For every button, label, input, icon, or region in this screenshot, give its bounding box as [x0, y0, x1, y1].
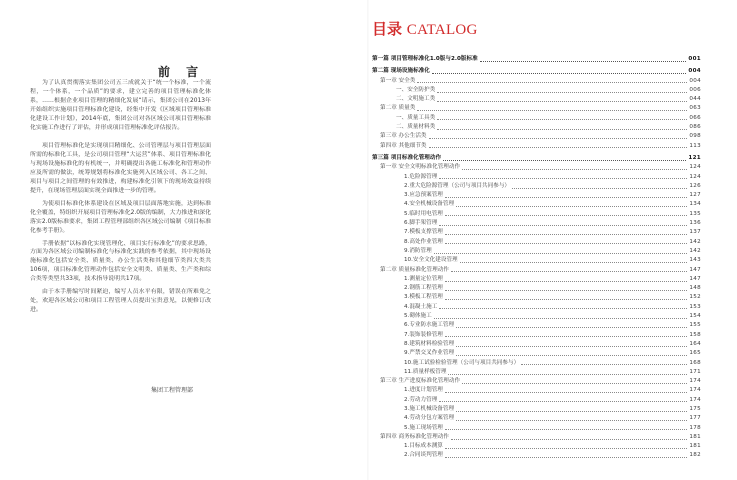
toc-dot-leader	[417, 82, 687, 83]
toc-entry	[372, 132, 701, 141]
preface-paragraph: 为使项目标准化体系建设在区域及项目层面落地实施，达到标准化全覆盖，特组织开展项目管理标准化2.0版的编制，大力推进和深化落实2.0版标准要求，集团工程管理部组织各区域公司编制《项目标准化参考手册》。	[30, 200, 211, 234]
toc-dot-leader	[434, 253, 688, 254]
toc-entry	[372, 154, 701, 163]
toc-entry	[372, 359, 701, 368]
toc-entry-title: 第一章 安全文明标准化管理动作	[380, 164, 461, 171]
toc-entry	[372, 238, 701, 247]
toc-entry-title: 3.施工机械设备管理	[404, 405, 455, 412]
toc-entry-title: 10.安全文化建设管理	[404, 257, 458, 264]
toc-dot-leader	[456, 420, 687, 421]
preface-paragraph: 由于本手册编写时间紧迫，编写人员水平有限，错误在所难免之处，欢迎各区域公司和项目工程管理人员提出宝贵意见，以便修订改进。	[30, 289, 211, 313]
toc-entry-page: 124	[689, 173, 701, 180]
toc-entry-page: 001	[688, 56, 701, 62]
toc-entry	[372, 349, 701, 358]
toc-entry	[372, 442, 701, 451]
toc-entry-title: 2.劳动力管理	[404, 396, 438, 403]
toc-dot-leader	[445, 392, 688, 393]
toc-dot-leader	[437, 129, 687, 130]
toc-dot-leader	[439, 308, 687, 309]
toc-entry-page: 165	[689, 350, 701, 357]
toc-entry-page: 147	[689, 266, 701, 273]
toc-entry-page: 147	[689, 275, 701, 282]
toc-dot-leader	[437, 101, 687, 102]
toc-entry-page: 158	[689, 331, 701, 338]
toc-dot-leader	[437, 119, 687, 120]
toc-entry	[372, 377, 701, 386]
toc-dot-leader	[439, 178, 687, 179]
toc-entry	[372, 55, 701, 64]
toc-entry-title: 一、安全防护类	[396, 86, 436, 93]
toc-dot-leader	[456, 327, 687, 328]
toc-entry-title: 4.劳动分包方案管理	[404, 415, 455, 422]
toc-dot-leader	[445, 234, 688, 235]
preface-signature: 集团工程管理部	[151, 387, 194, 394]
toc-entry-page: 178	[689, 424, 701, 431]
toc-entry-title: 8.高处作业管理	[404, 238, 443, 245]
toc-dot-leader	[439, 401, 687, 402]
toc-entry-title: 2.钢筋工程管理	[404, 285, 443, 292]
toc-entry-page: 004	[689, 77, 701, 84]
toc-entry-page: 124	[689, 164, 701, 171]
toc-entry-title: 11.质量样板管理	[404, 368, 447, 375]
toc-entry	[372, 321, 701, 330]
toc-entry	[372, 104, 701, 113]
toc-entry	[372, 247, 701, 256]
toc-entry-page: 127	[689, 192, 701, 199]
toc-entry-page: 148	[689, 285, 701, 292]
toc-entry-page: 137	[689, 229, 701, 236]
toc-entry	[372, 275, 701, 284]
toc-entry	[372, 405, 701, 414]
toc-entry-title: 第三章 办公生活类	[380, 133, 427, 140]
toc-dot-leader	[445, 281, 688, 282]
toc-entry-title: 9.消防管理	[404, 247, 432, 254]
toc-entry-page: 086	[689, 124, 701, 131]
toc-entry-page: 004	[688, 68, 701, 75]
preface-paragraph: 项目管理标准化是实现项目精细化、公司管理层与项目管理层面所需的标准化工具，是公司项目管理“大运营”体系、项目管理标准化与现场设施标准化的有机统一，并明确提出各施工标准化和管理动作应及所需的做法，统筹规划将标准化实施列入区域公司、各工之间、项目与项目之间管理的有效推进，构建标准化引领下的现场效益持续提升，在现场管理层面实现全面推进一步的管理。	[30, 143, 211, 194]
toc-entry	[372, 303, 701, 312]
toc-entry	[372, 173, 701, 182]
toc-entry-page: 143	[689, 257, 701, 264]
toc-entry	[372, 95, 701, 104]
toc-entry	[372, 182, 701, 191]
toc-entry-page: 135	[689, 210, 701, 217]
toc-dot-leader	[448, 374, 687, 375]
toc-entry	[372, 312, 701, 321]
toc-dot-leader	[445, 429, 688, 430]
toc-dot-leader	[456, 411, 687, 412]
toc-entry-page: 164	[689, 340, 701, 347]
toc-entry-page: 142	[689, 247, 701, 254]
toc-entry-title: 1.目标成本测算	[404, 443, 443, 450]
toc-entry-title: 一、质量工具类	[396, 114, 436, 121]
catalog-title	[372, 18, 478, 39]
toc-entry-title: 第三篇 项目标准化管理动作	[372, 154, 442, 161]
toc-entry	[372, 163, 701, 172]
toc-dot-leader	[445, 457, 688, 458]
toc-entry	[372, 200, 701, 209]
toc-entry	[372, 266, 701, 275]
toc-list	[372, 55, 701, 461]
toc-dot-leader	[417, 110, 687, 111]
toc-entry	[372, 219, 701, 228]
toc-entry-page: 182	[689, 452, 701, 459]
toc-dot-leader	[460, 262, 688, 263]
toc-entry-page: 155	[689, 322, 701, 329]
toc-entry	[372, 284, 701, 293]
toc-entry	[372, 210, 701, 219]
toc-dot-leader	[456, 206, 687, 207]
toc-entry	[372, 114, 701, 123]
toc-entry-title: 4.安全机械设备管理	[404, 201, 455, 208]
toc-entry-page: 181	[689, 443, 701, 450]
catalog-title-cn: 目录	[372, 20, 403, 38]
toc-entry	[372, 86, 701, 95]
toc-entry	[372, 414, 701, 423]
toc-entry	[372, 191, 701, 200]
toc-dot-leader	[429, 138, 688, 139]
toc-entry-page: 126	[689, 182, 701, 189]
preface-page	[0, 0, 368, 480]
toc-entry-page: 136	[689, 220, 701, 227]
toc-dot-leader	[445, 215, 688, 216]
toc-dot-leader	[439, 225, 687, 226]
toc-entry-title: 第一章 安全类	[380, 77, 416, 84]
toc-dot-leader	[445, 299, 688, 300]
toc-entry-title: 二、质量材料类	[396, 124, 436, 131]
toc-entry	[372, 451, 701, 460]
toc-entry-title: 1.危险源管理	[404, 173, 438, 180]
toc-entry-title: 6.脚手架管理	[404, 220, 438, 227]
toc-entry-title: 5.砌体施工	[404, 313, 432, 320]
toc-entry-page: 171	[689, 368, 701, 375]
toc-entry	[372, 123, 701, 132]
toc-entry-title: 2.重大危险源管理（公司与项目共同参与）	[404, 182, 511, 189]
toc-entry-title: 10.施工试验检验管理（公司与项目共同参与）	[404, 359, 520, 366]
toc-entry-page: 006	[689, 86, 701, 93]
toc-entry-title: 第三章 生产进度标准化管理动作	[380, 378, 461, 385]
toc-entry	[372, 77, 701, 86]
toc-dot-leader	[434, 318, 688, 319]
toc-dot-leader	[451, 271, 688, 272]
toc-dot-leader	[445, 448, 688, 449]
toc-entry-title: 1.测量定位管理	[404, 275, 443, 282]
toc-entry	[372, 386, 701, 395]
toc-entry-page: 175	[689, 405, 701, 412]
toc-entry-title: 3.模板工程管理	[404, 294, 443, 301]
toc-entry-page: 152	[689, 294, 701, 301]
toc-entry-page: 142	[689, 238, 701, 245]
toc-entry-page: 174	[689, 387, 701, 394]
toc-entry-title: 第四章 其他细节类	[380, 142, 427, 149]
catalog-title-en: CATALOG	[406, 22, 478, 38]
toc-entry-title: 9.严禁交叉作业管理	[404, 350, 455, 357]
toc-entry	[372, 368, 701, 377]
toc-dot-leader	[521, 364, 687, 365]
toc-entry-page: 174	[689, 378, 701, 385]
toc-entry	[372, 396, 701, 405]
toc-dot-leader	[445, 336, 688, 337]
toc-entry	[372, 424, 701, 433]
toc-entry-page: 181	[689, 433, 701, 440]
toc-entry-title: 6.专业防水施工管理	[404, 322, 455, 329]
toc-dot-leader	[432, 73, 687, 74]
toc-entry-title: 第二章 质量标准化管理动作	[380, 266, 449, 273]
preface-paragraph: 手册依据“以标准化实现管理化、项目实行标准化”的要求思路，方面为各区域公司编制标准化与标准化实践的参考依据，其中现场设施标准化包括安全类、质量类、办公生活类和其他细节类四大类共106项，项目标准化管理动作包括安全文明类、质量类、生产类和综合类等类型共33项，技术指导说明共17项。	[30, 240, 211, 283]
toc-dot-leader	[429, 147, 688, 148]
toc-entry-page: 134	[689, 201, 701, 208]
toc-entry-title: 5.临时用电管理	[404, 210, 443, 217]
toc-entry-page: 168	[689, 359, 701, 366]
toc-entry-title: 第一篇 项目管理标准化1.0版与2.0版标准	[372, 56, 478, 62]
toc-entry-title: 3.应急预案管理	[404, 192, 443, 199]
toc-dot-leader	[451, 439, 688, 440]
toc-entry-title: 7.装饰装修管理	[404, 331, 443, 338]
toc-entry-title: 4.混凝土施工	[404, 303, 438, 310]
toc-entry-page: 063	[689, 105, 701, 112]
toc-entry	[372, 331, 701, 340]
toc-entry-title: 第二篇 现场设施标准化	[372, 68, 430, 75]
toc-entry	[372, 293, 701, 302]
toc-entry-title: 5.施工现场管理	[404, 424, 443, 431]
toc-entry-page: 066	[689, 114, 701, 121]
toc-entry	[372, 67, 701, 76]
toc-entry-page: 044	[689, 96, 701, 103]
catalog-page	[368, 0, 737, 480]
toc-dot-leader	[512, 188, 687, 189]
toc-entry-title: 第二章 质量类	[380, 105, 416, 112]
toc-entry-title: 7.模板支撑管理	[404, 229, 443, 236]
preface-title: 前 言	[158, 65, 205, 79]
toc-entry-title: 2.合同谈判管理	[404, 452, 443, 459]
toc-entry	[372, 340, 701, 349]
toc-dot-leader	[462, 383, 687, 384]
toc-dot-leader	[445, 197, 688, 198]
preface-paragraph: 为了认真贯彻落实集团公司五三成就关于“统一个标准，一个流程，一个体系，一个品质”的要求，建立完善的项目管理标准化体系，……根据企业项目管理的精细化发展“请示，集团公司在2013年开始组织实施项目管理标准化建设，经集中开发《区域项目管理标准化建设工作计划》，2014年底，集团公司对各区域公司项目管理标准化实施工作进行了评估，并形成项目管理标准化评估报告。	[30, 80, 211, 131]
toc-entry	[372, 433, 701, 442]
toc-entry	[372, 228, 701, 237]
toc-entry-page: 174	[689, 396, 701, 403]
preface-body	[30, 79, 211, 319]
toc-entry-page: 113	[689, 142, 701, 149]
toc-dot-leader	[437, 92, 687, 93]
toc-dot-leader	[445, 290, 688, 291]
toc-dot-leader	[445, 243, 688, 244]
toc-entry	[372, 256, 701, 265]
toc-entry-page: 177	[689, 415, 701, 422]
toc-entry	[372, 142, 701, 151]
toc-entry-page: 153	[689, 303, 701, 310]
toc-dot-leader	[456, 346, 687, 347]
toc-entry-title: 1.进度计划管理	[404, 387, 443, 394]
toc-entry-page: 121	[688, 154, 701, 161]
toc-entry-title: 二、文明施工类	[396, 96, 436, 103]
toc-dot-leader	[443, 160, 686, 161]
toc-dot-leader	[456, 355, 687, 356]
toc-dot-leader	[480, 61, 687, 62]
toc-entry-title: 第四章 商务标准化管理动作	[380, 433, 449, 440]
toc-dot-leader	[462, 169, 687, 170]
toc-entry-page: 098	[689, 133, 701, 140]
toc-entry-title: 8.建筑材料检验管理	[404, 340, 455, 347]
toc-entry-page: 154	[689, 313, 701, 320]
